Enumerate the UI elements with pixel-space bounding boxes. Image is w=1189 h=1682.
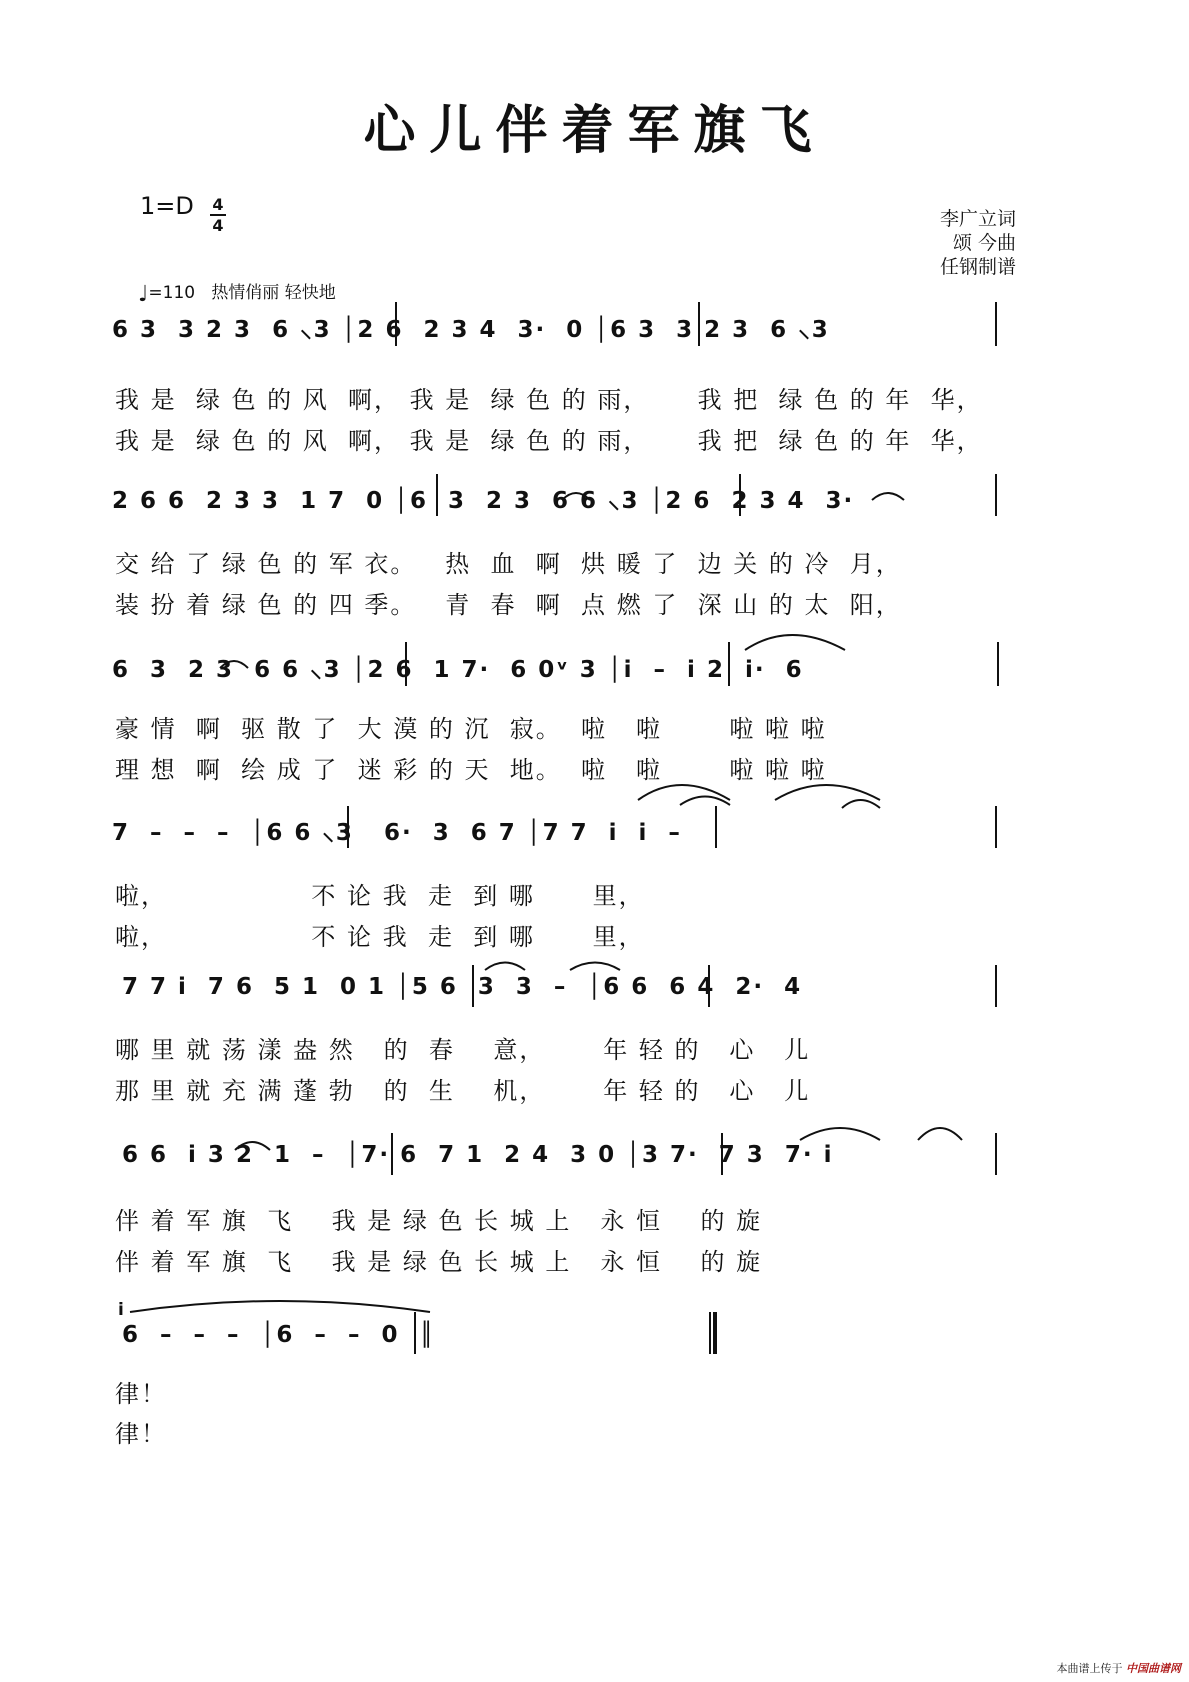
time-denominator: 4	[212, 216, 224, 235]
notation-line-5: 7 7 i 7 6 5 1 0 1 │5 6 3 3 – │6 6 6 4 2· 4	[112, 974, 803, 1000]
notation-line-4: 7 – – – │6 6 ⸜3 6· 3 6 7 │7 7 i i –	[112, 820, 682, 846]
lyric-line-7b: 律！	[115, 1420, 167, 1448]
lyric-line-5a: 哪 里 就 荡 漾 盎 然 的 春 意， 年 轻 的 心 儿	[115, 1036, 811, 1064]
tempo-value: =110	[148, 283, 196, 303]
footer-watermark	[1057, 1660, 1182, 1676]
lyric-line-6b: 伴 着 军 旗 飞 我 是 绿 色 长 城 上 永 恒 的 旋	[115, 1248, 763, 1276]
lyric-line-1a: 我 是 绿 色 的 风 啊， 我 是 绿 色 的 雨， 我 把 绿 色 的 年 华，	[115, 386, 983, 414]
notation-line-2: 2 6 6 2 3 3 1 7 0 │6 3 2 3 6 6 ⸜3 │2 6 2 3 4 3·	[112, 488, 855, 514]
footer-brand: 中国曲谱网	[1126, 1662, 1181, 1675]
lyric-line-4b: 啦， 不 论 我 走 到 哪 里，	[115, 923, 645, 951]
grace-note: i	[118, 1300, 124, 1320]
lyric-line-7a: 律！	[115, 1380, 167, 1408]
lyric-line-4a: 啦， 不 论 我 走 到 哪 里，	[115, 882, 645, 910]
key-signature: 1=D	[140, 192, 194, 220]
tempo-expression: 热情俏丽 轻快地	[211, 283, 336, 303]
time-numerator: 4	[212, 195, 224, 214]
notation-line-7: 6 – – – │6 – – 0 ║	[112, 1322, 436, 1348]
lyric-line-2b: 装 扮 着 绿 色 的 四 季。 青 春 啊 点 燃 了 深 山 的 太 阳，	[115, 591, 902, 619]
lyric-line-3b: 理 想 啊 绘 成 了 迷 彩 的 天 地。 啦 啦 啦 啦 啦	[115, 756, 827, 784]
lyric-line-5b: 那 里 就 充 满 蓬 勃 的 生 机， 年 轻 的 心 儿	[115, 1077, 811, 1105]
lyric-line-6a: 伴 着 军 旗 飞 我 是 绿 色 长 城 上 永 恒 的 旋	[115, 1207, 763, 1235]
composer: 颂 今曲	[952, 232, 1017, 254]
notation-line-3: 6 3 2 3 6 6 ⸜3 │2 6 1 7· 6 0ᵛ 3 │i – i 2 i· 6	[112, 657, 804, 683]
lyric-line-1b: 我 是 绿 色 的 风 啊， 我 是 绿 色 的 雨， 我 把 绿 色 的 年 华，	[115, 427, 983, 455]
lyricist: 李广立词	[940, 208, 1017, 230]
notation-line-1: 6 3 3 2 3 6 ⸜3 │2 6 2 3 4 3· 0 │6 3 3 2 3 6 ⸜3	[112, 317, 830, 343]
score-title: 心儿伴着军旗飞	[363, 100, 826, 161]
arranger: 任钢制谱	[940, 256, 1017, 278]
footer-text: 本曲谱上传于	[1056, 1662, 1123, 1675]
quarter-note-icon: ♩	[138, 282, 149, 307]
notation-line-6: 6 6 i 3 2 1 – │7· 6 7 1 2 4 3 0 │3 7· 7 3 7· i	[112, 1142, 834, 1168]
lyric-line-2a: 交 给 了 绿 色 的 军 衣。 热 血 啊 烘 暖 了 边 关 的 冷 月，	[115, 550, 902, 578]
lyric-line-3a: 豪 情 啊 驱 散 了 大 漠 的 沉 寂。 啦 啦 啦 啦 啦	[115, 715, 827, 743]
